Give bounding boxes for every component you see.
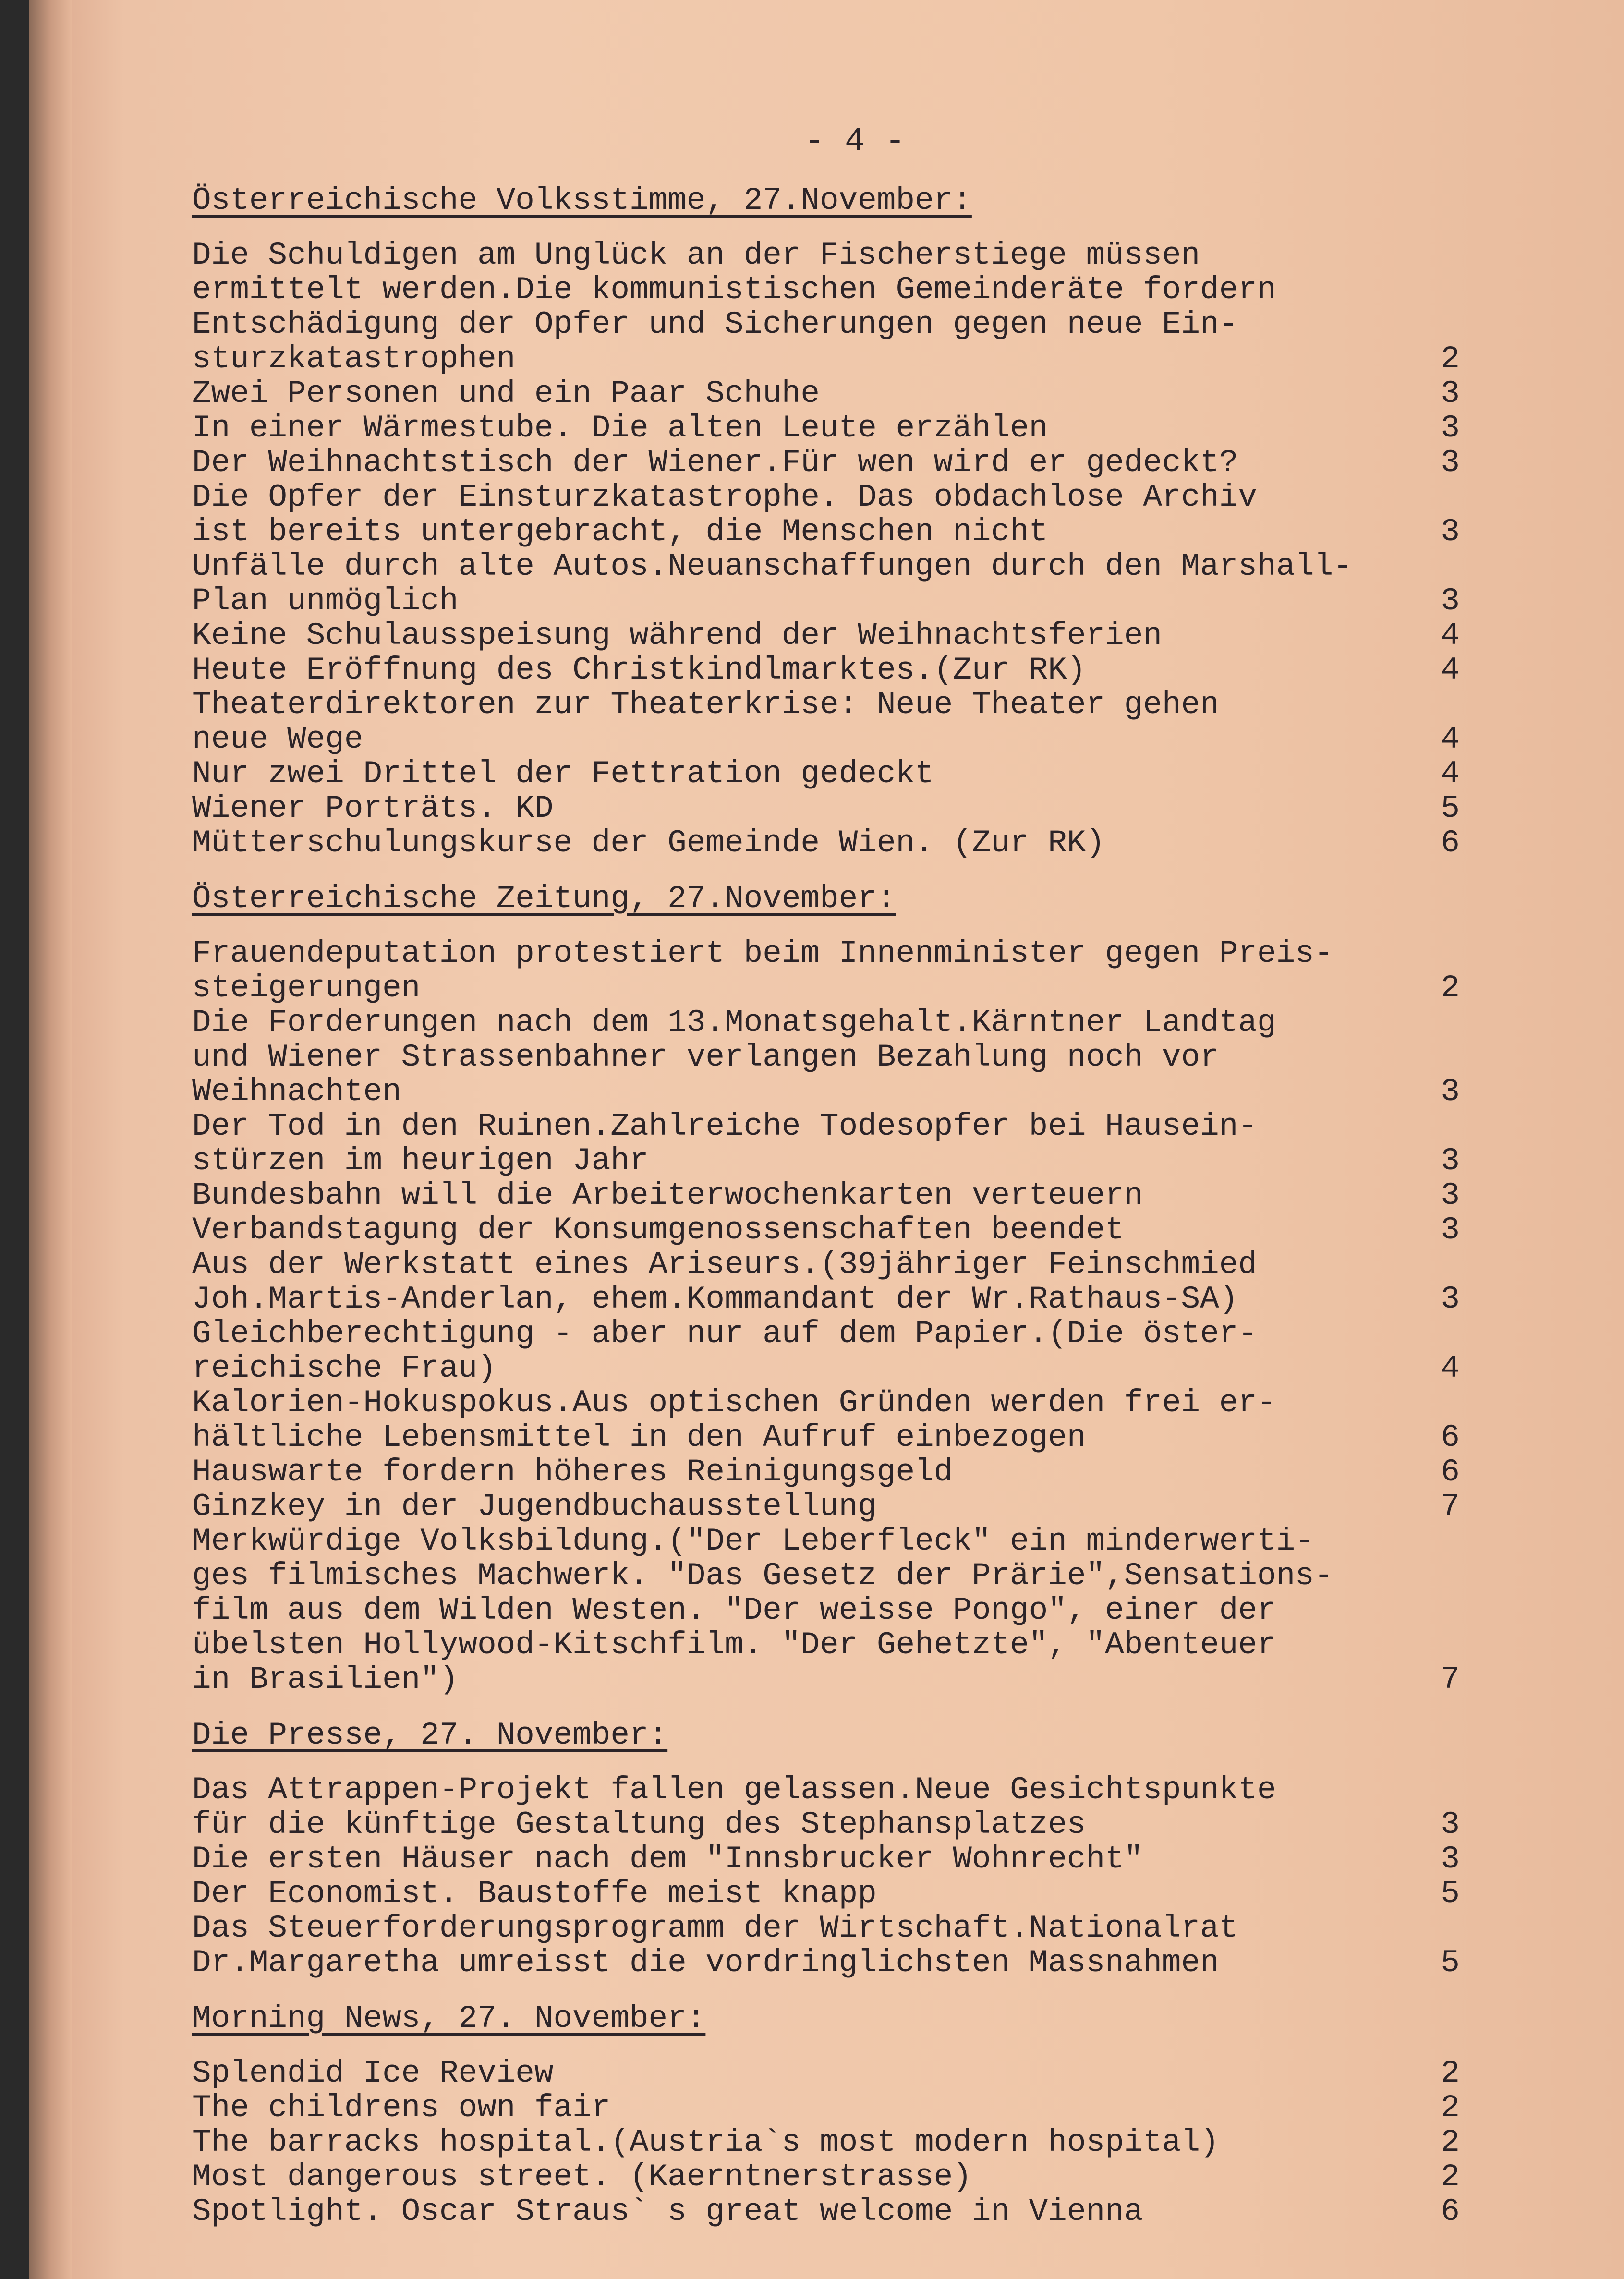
headline-text: Die Opfer der Einsturzkatastrophe. Das obdachlose Archiv ist bereits untergebracht, die Menschen nicht [192,479,1257,550]
page-reference: 2 [1441,2159,1460,2195]
section-heading: Österreichische Zeitung, 27.November: [192,881,896,917]
headline-text: Bundesbahn will die Arbeiterwochenkarten verteuern [192,1177,1143,1213]
headline-text: The childrens own fair [192,2090,611,2126]
headline-item [192,2056,1460,2091]
page-reference: 2 [1441,2090,1460,2126]
headline-item [192,1842,1460,1877]
page-reference: 2 [1441,341,1460,377]
page-reference: 7 [1441,1489,1460,1525]
headline-text: Zwei Personen und ein Paar Schuhe [192,376,820,412]
headline-text: Das Attrappen-Projekt fallen gelassen.Neue Gesichtspunkte für die künftige Gestaltung des Stephansplatzes [192,1772,1276,1843]
headline-item [192,1248,1460,1317]
headline-text: Most dangerous street. (Kaerntnerstrasse) [192,2159,972,2195]
headline-item [192,826,1460,861]
page-reference: 3 [1441,445,1460,481]
headline-item [192,1386,1460,1455]
headline-item [192,2125,1460,2160]
headline-item [192,1178,1460,1213]
headline-text: Theaterdirektoren zur Theaterkrise: Neue Theater gehen neue Wege [192,687,1219,757]
headline-item [192,446,1460,480]
headline-text: Spotlight. Oscar Straus` s great welcome in Vienna [192,2194,1143,2230]
page-reference: 4 [1441,618,1460,654]
headline-text: Merkwürdige Volksbildung.("Der Leberfleck" ein minderwerti- ges filmisches Machwerk. "Das Gesetz der Prärie",Sensations- film aus dem Wilden Westen. "Der weisse Pongo", einer der übelsten Hollywood-Kitschfilm. "Der Gehetzte", "Abenteuer in Brasilien") [192,1523,1333,1697]
headline-item [192,1317,1460,1386]
page-reference: 2 [1441,2124,1460,2160]
headline-text: The barracks hospital.(Austria`s most modern hospital) [192,2124,1219,2160]
headline-text: Hauswarte fordern höheres Reinigungsgeld [192,1454,953,1490]
headline-text: Frauendeputation protestiert beim Innenminister gegen Preis- steigerungen [192,935,1333,1006]
headline-text: Wiener Porträts. KD [192,790,554,826]
headline-text: Keine Schulausspeisung während der Weihnachtsferien [192,618,1162,654]
headline-item [192,1109,1460,1178]
headline-text: Der Weihnachtstisch der Wiener.Für wen wird er gedeckt? [192,445,1238,481]
page-reference: 5 [1441,790,1460,826]
headline-item [192,1524,1460,1697]
press-sections [192,183,1460,2229]
headline-item [192,1006,1460,1109]
press-section [192,1718,1460,1980]
page-reference: 2 [1441,970,1460,1006]
headline-text: Ginzkey in der Jugendbuchausstellung [192,1489,877,1525]
section-heading: Die Presse, 27. November: [192,1717,668,1753]
headline-text: Die Schuldigen am Unglück an der Fischerstiege müssen ermittelt werden.Die kommunistischen Gemeinderäte fordern Entschädigung der Opfer und Sicherungen gegen neue Ein- sturzkatastrophen [192,237,1276,377]
headline-item [192,1911,1460,1980]
headline-item [192,549,1460,618]
page-reference: 3 [1441,1143,1460,1179]
page-reference: 3 [1441,583,1460,619]
headline-text: Die ersten Häuser nach dem "Innsbrucker Wohnrecht" [192,1841,1143,1877]
page-reference: 6 [1441,825,1460,861]
headline-text: In einer Wärmestube. Die alten Leute erzählen [192,410,1048,446]
page-reference: 4 [1441,721,1460,757]
headline-item [192,1877,1460,1911]
headline-text: Unfälle durch alte Autos.Neuanschaffungen durch den Marshall- Plan unmöglich [192,548,1352,619]
headline-text: Der Economist. Baustoffe meist knapp [192,1876,877,1912]
headline-text: Kalorien-Hokuspokus.Aus optischen Gründen werden frei er- hältliche Lebensmittel in den Aufruf einbezogen [192,1385,1276,1455]
page-reference: 7 [1441,1661,1460,1697]
headline-text: Aus der Werkstatt eines Ariseurs.(39jähriger Feinschmied Joh.Martis-Anderlan, ehem.Kommandant der Wr.Rathaus-SA) [192,1247,1257,1317]
headline-text: Das Steuerforderungsprogramm der Wirtschaft.Nationalrat Dr.Margaretha umreisst die vordringlichsten Massnahmen [192,1910,1238,1981]
page-reference: 3 [1441,410,1460,446]
page-reference: 6 [1441,2194,1460,2230]
headline-item [192,1455,1460,1490]
headline-text: Splendid Ice Review [192,2055,554,2091]
book-spine [29,0,72,2279]
headline-text: Gleichberechtigung - aber nur auf dem Papier.(Die öster- reichische Frau) [192,1316,1257,1386]
page-reference: 4 [1441,652,1460,688]
headline-item [192,1213,1460,1248]
page-reference: 2 [1441,2055,1460,2091]
press-section [192,2001,1460,2229]
document-page [29,0,1624,2279]
page-reference: 3 [1441,1806,1460,1843]
page-reference: 3 [1441,1177,1460,1213]
headline-item [192,1773,1460,1842]
headline-item [192,2194,1460,2229]
page-reference: 5 [1441,1945,1460,1981]
headline-item [192,936,1460,1006]
headline-item [192,688,1460,757]
headline-item [192,2160,1460,2194]
headline-item [192,411,1460,446]
page-reference: 4 [1441,756,1460,792]
headline-item [192,618,1460,653]
headline-item [192,238,1460,376]
headline-text: Heute Eröffnung des Christkindlmarktes.(Zur RK) [192,652,1086,688]
headline-item [192,757,1460,791]
document-content [192,125,1460,2250]
headline-text: Mütterschulungskurse der Gemeinde Wien. (Zur RK) [192,825,1105,861]
page-reference: 6 [1441,1454,1460,1490]
page-number: - 4 - [804,123,906,161]
press-section [192,183,1460,861]
headline-item [192,480,1460,549]
headline-item [192,791,1460,826]
headline-text: Die Forderungen nach dem 13.Monatsgehalt.Kärntner Landtag und Wiener Strassenbahner verlangen Bezahlung noch vor Weihnachten [192,1005,1276,1110]
page-reference: 6 [1441,1419,1460,1455]
headline-text: Der Tod in den Ruinen.Zahlreiche Todesopfer bei Hausein- stürzen im heurigen Jahr [192,1108,1257,1179]
headline-item [192,1490,1460,1524]
page-reference: 3 [1441,376,1460,412]
headline-item [192,653,1460,688]
headline-text: Verbandstagung der Konsumgenossenschaften beendet [192,1212,1124,1248]
page-reference: 3 [1441,1841,1460,1877]
headline-item [192,376,1460,411]
section-heading: Österreichische Volksstimme, 27.November: [192,182,972,218]
page-reference: 3 [1441,514,1460,550]
press-section [192,882,1460,1697]
page-reference: 3 [1441,1281,1460,1317]
page-reference: 5 [1441,1876,1460,1912]
headline-text: Nur zwei Drittel der Fettration gedeckt [192,756,934,792]
page-reference: 3 [1441,1074,1460,1110]
section-heading: Morning News, 27. November: [192,2000,706,2037]
page-reference: 4 [1441,1350,1460,1386]
headline-item [192,2091,1460,2125]
page-reference: 3 [1441,1212,1460,1248]
